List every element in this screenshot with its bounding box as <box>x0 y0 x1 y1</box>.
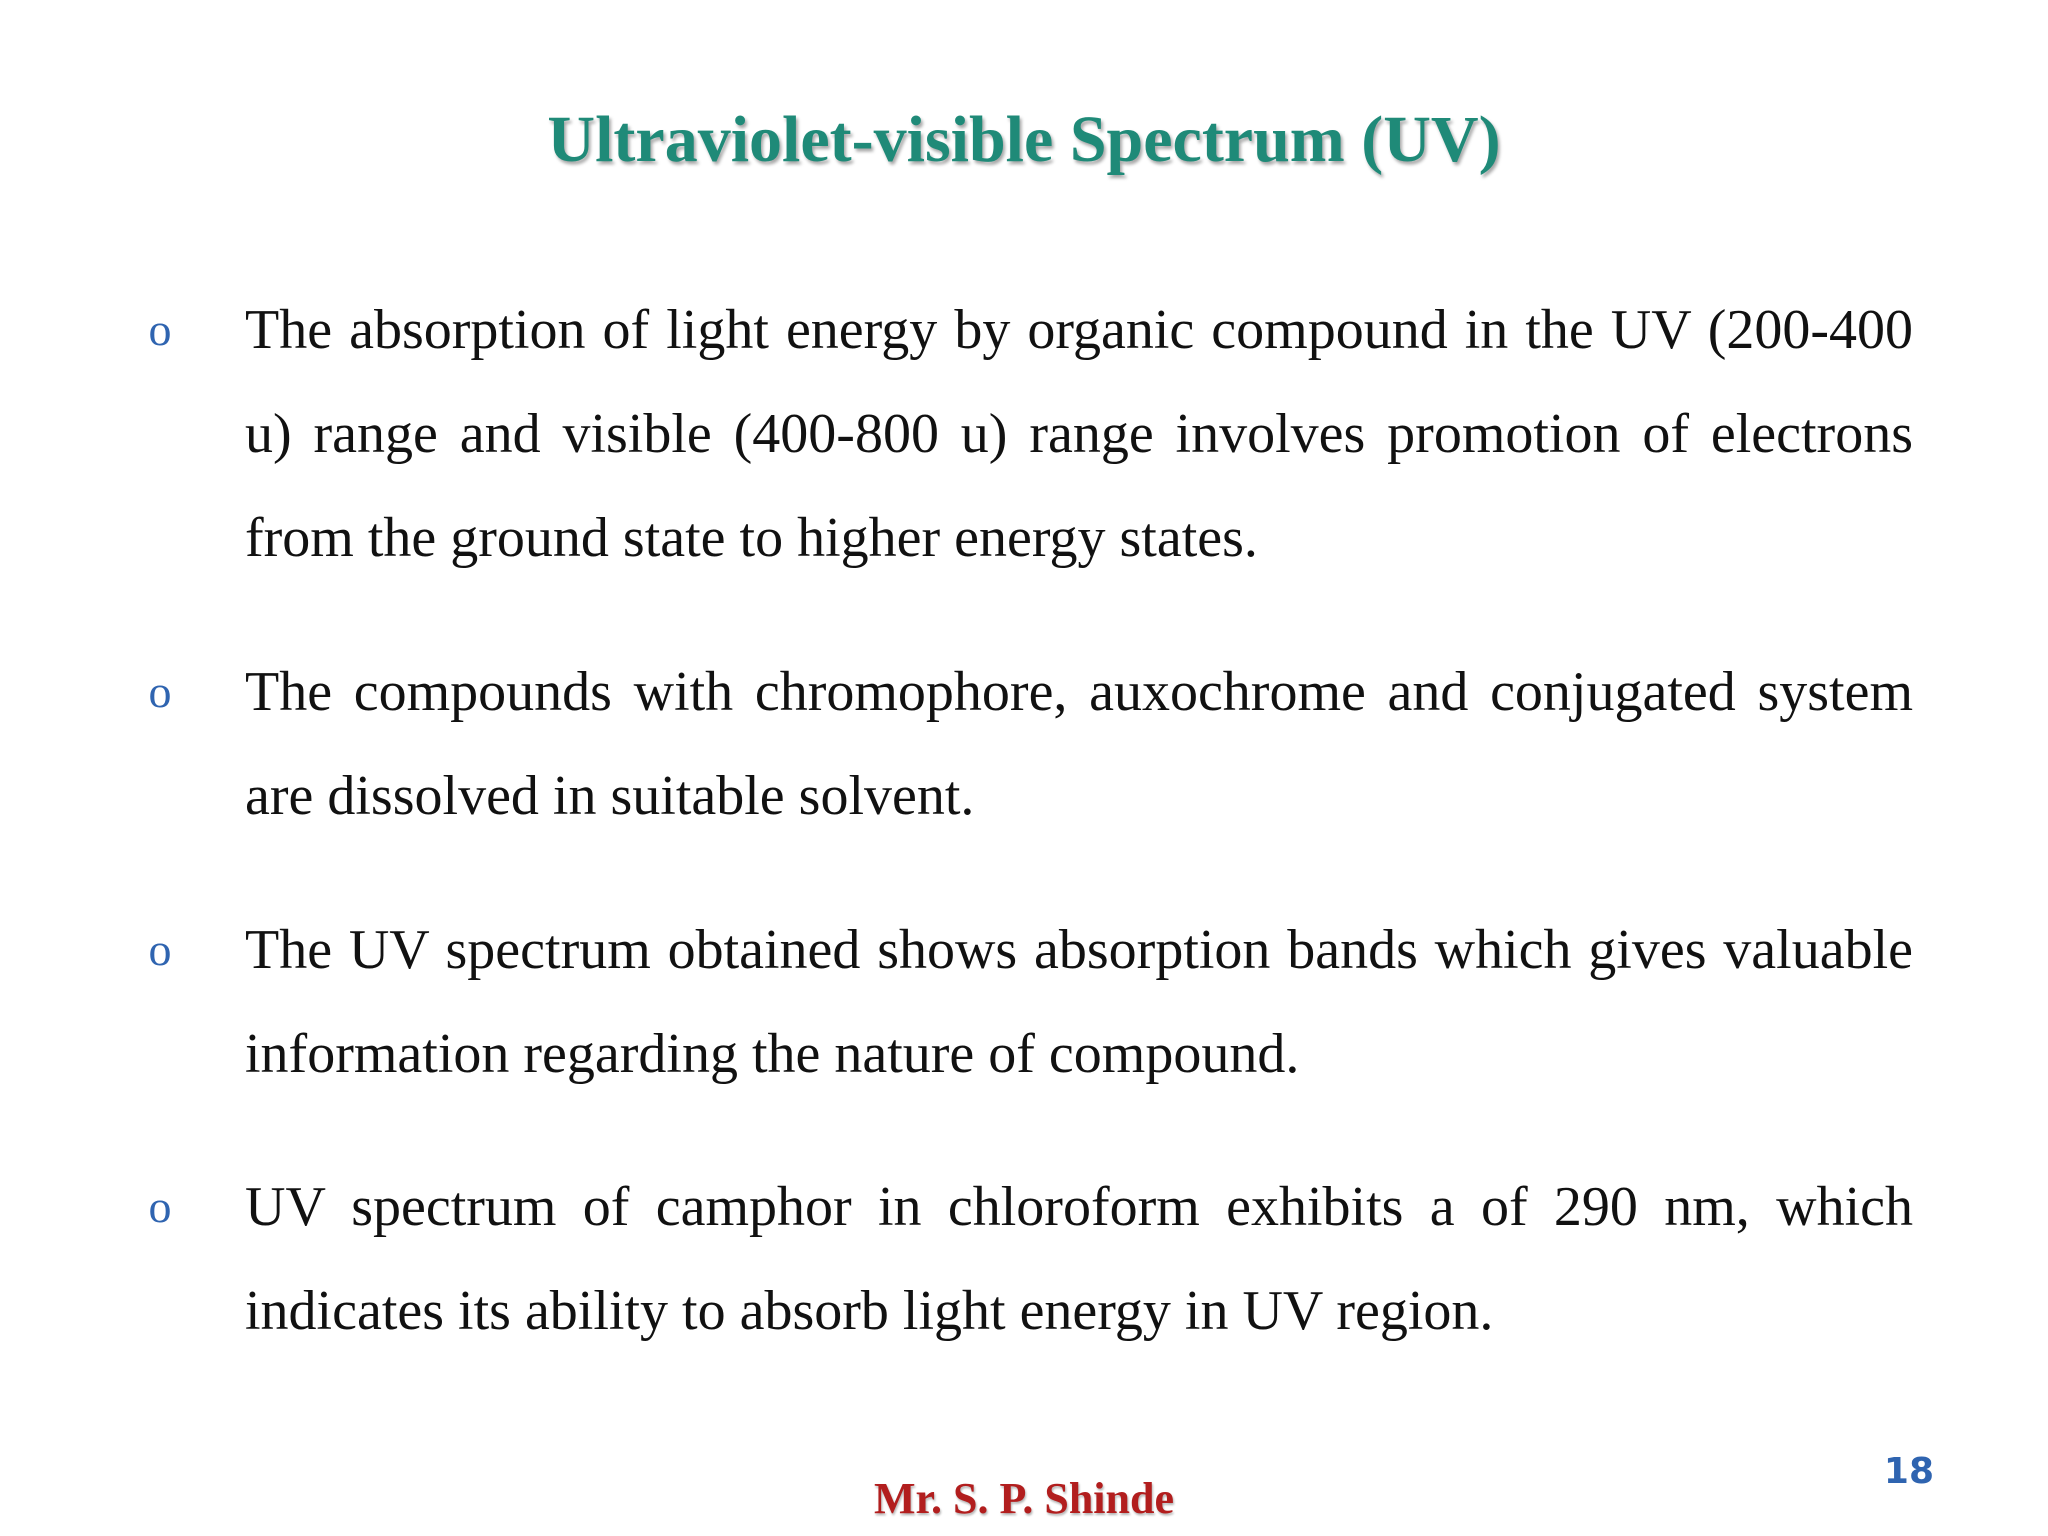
bullet-text: UV spectrum of camphor in chloroform exhibits a of 290 nm, which indicates its ability to absorb light energy in UV region. <box>245 1176 1913 1342</box>
bullet-marker: o <box>148 924 172 975</box>
slide-title: Ultraviolet-visible Spectrum (UV) <box>547 103 1501 176</box>
author-footer: Mr. S. P. Shinde <box>874 1474 1174 1523</box>
bullet-marker: o <box>148 1181 172 1232</box>
bullet-marker: o <box>148 304 172 355</box>
bullet-text: The compounds with chromophore, auxochrome and conjugated system are dissolved in suitable solvent. <box>245 661 1913 827</box>
page-number: 18 <box>1883 1451 1934 1492</box>
bullet-text: The UV spectrum obtained shows absorption bands which gives valuable information regarding the nature of compound. <box>245 919 1913 1085</box>
bullet-marker: o <box>148 666 172 717</box>
bullet-text: The absorption of light energy by organic compound in the UV (200-400 u) range and visible (400-800 u) range involves promotion of electrons from the ground state to higher energy states. <box>245 299 1913 569</box>
